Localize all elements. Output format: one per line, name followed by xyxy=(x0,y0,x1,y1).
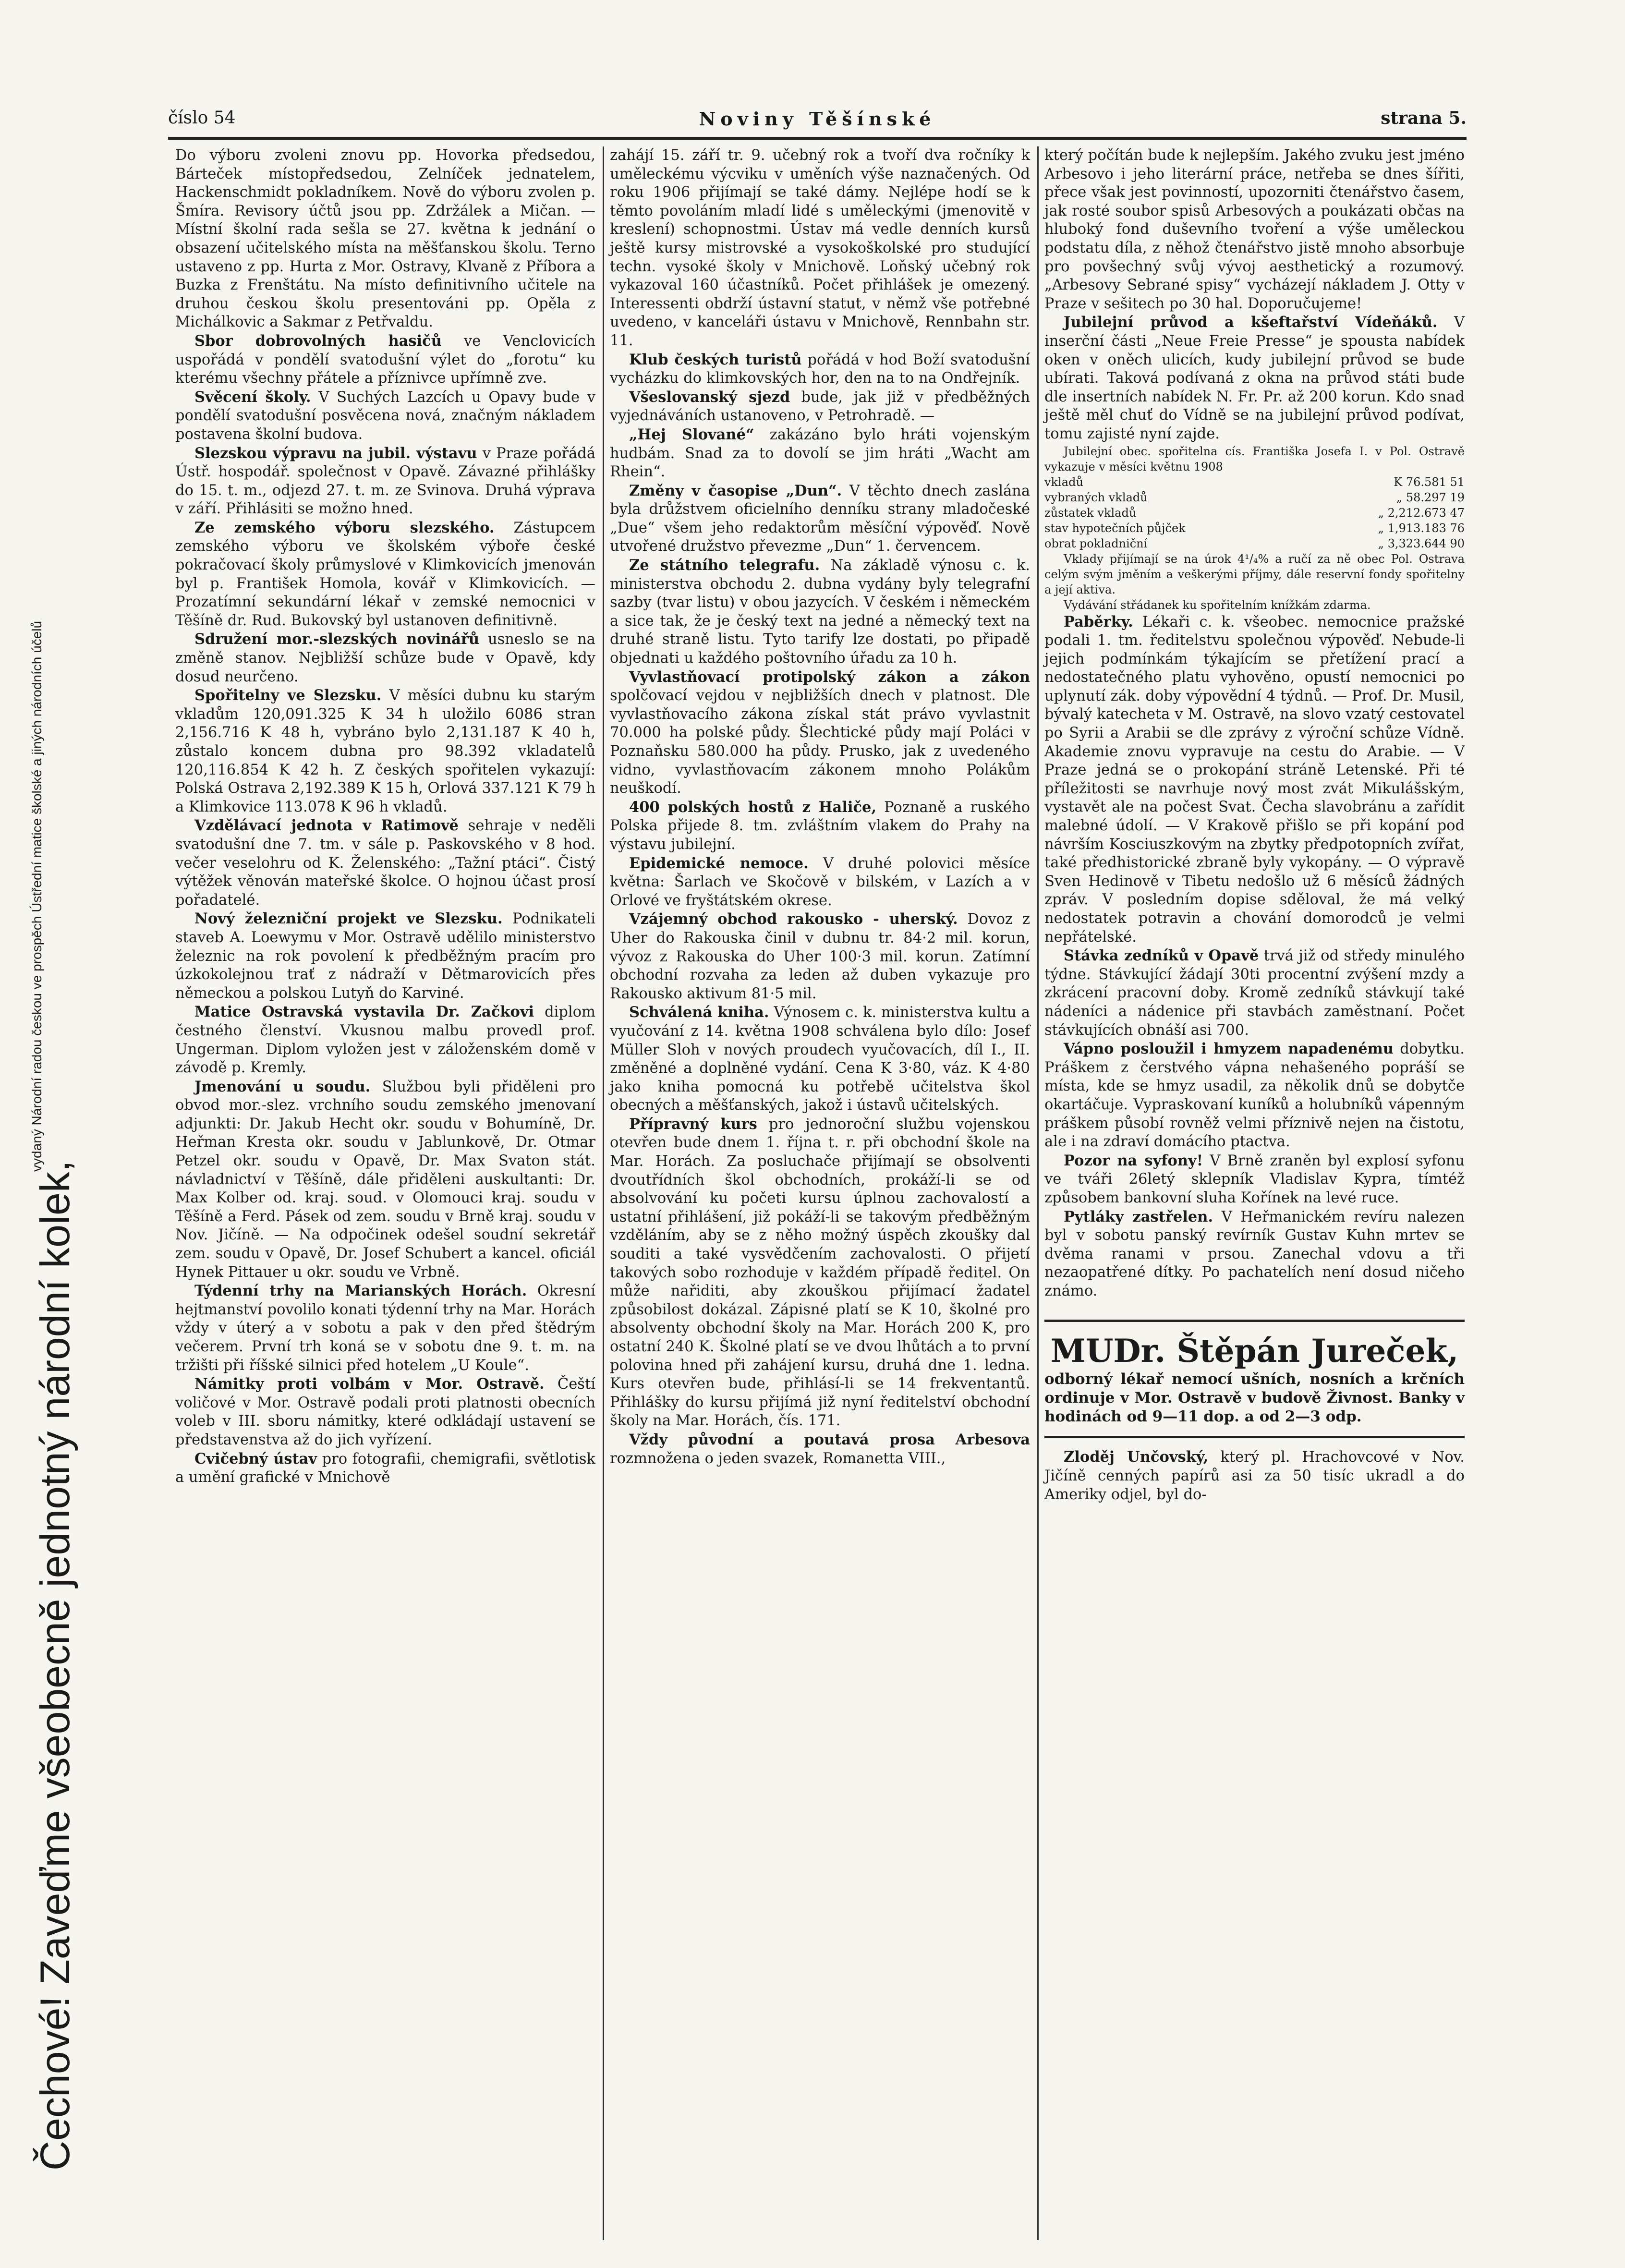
article-paragraph xyxy=(610,482,1030,556)
article-body: usneslo se na změně stanov. Nejbližší schůze bude v Opavě, kdy dosud neurčeno. xyxy=(175,631,595,685)
article-paragraph xyxy=(610,1431,1030,1468)
article-body: pořádá v hod Boží svatodušní vycházku do klimkovských hor, den na to na Ondřejník. xyxy=(610,351,1031,387)
article-body: Zástupcem zemského výboru ve školském výboře české pokračovací školy průmyslové v Klimkovicích jmenován byl p. František Homola, kovář v Klimkovicích. — Prozatímní sekundární lékař v zemské nemocnici v Těšíně dr. Rud. Bukovský byl ustanoven definitivně. xyxy=(175,519,595,629)
page-header xyxy=(168,103,1467,137)
article-headline: Pytláky zastřelen. xyxy=(1064,1208,1213,1225)
article-body: bude, jak již v předběžných vyjednáváních ustanoveno, v Petrohradě. — xyxy=(610,388,1030,424)
article-body: Lékaři c. k. všeobec. nemocnice pražské podali 1. tm. ředitelstvu společnou výpověď. Nebude-li jejich podmínkám týkajícím se přetížení prací a nedostatečného platu vyhověno, opustí nemocnici po uplynutí zák. doby výpovědní 4 týdnů. — Prof. Dr. Musil, bývalý katecheta v M. Ostravě, na slovo vzatý cestovatel po Syrii a Arabii se dle zprávy z výroční schůze Vídně. Akademie znovu vypravuje na cestu do Arabie. — V Praze jedná se o prokopání stráně Letenské. Při té příležitosti se navrhuje nový most zvát Mikulášským, vystavět ale na počest Svat. Čecha slavobránu a zařídit malebné údolí. — V Krakově přišlo se při kopání pod návrším Kosciuszkovým na zbytky předpotopních zvířat, také předhistorické zbraně byly vykopány. — O výpravě Sven Hedinově v Tibetu nedošlo už 6 měsíců žádných zpráv. V posledním dopise sděloval, že má velký nedostatek potravin a chování domorodců je velmi nepřátelské. xyxy=(1044,613,1465,946)
article-body: V měsíci dubnu ku starým vkladům 120,091.325 K 34 h uložilo 6086 stran 2,156.716 K 48 h, vybráno bylo 2,131.187 K 40 h, zůstalo koncem dubna pro 98.392 vkladatelů 120,116.854 K 42 h. Z českých spořitelen vykazují: Polská Ostrava 2,192.389 K 15 h, Orlová 337.121 K 79 h a Klimkovice 113.078 K 96 h vkladů. xyxy=(175,687,595,815)
article-paragraph xyxy=(175,816,595,910)
article-headline: Ze státního telegrafu. xyxy=(629,557,820,574)
article-paragraph xyxy=(610,668,1030,798)
article-paragraph xyxy=(175,1078,595,1282)
article-headline: Všeslovanský sjezd xyxy=(629,388,790,406)
article-headline: Vápno posloužil i hmyzem napadenému xyxy=(1064,1040,1394,1058)
savings-note: Vklady přijímají se na úrok 4¹/₄% a ručí za ně obec Pol. Ostrava celým svým jměním a veškerými příjmy, dále reservní fondy spořitelny a její aktiva. xyxy=(1044,552,1465,596)
savings-report xyxy=(1044,444,1465,613)
article-paragraph xyxy=(610,351,1030,388)
article-body: Okresní hejtmanství povolilo konati týdenní trhy na Mar. Horách vždy v úterý a v sobotu a pak v den před štědrým večerem. První trh koná se v sobotu dne 9. t. m. na tržišti při říšské silnici před hotelem „U Koule“. xyxy=(175,1283,595,1374)
article-body: který počítán bude k nejlepším. Jakého zvuku jest jméno Arbesovo i jeho literární práce, netřeba se dnes šířiti, přece však jest povinností, upozorniti čtenářstvo časem, jak rosté soubor spisů Arbesových a poukázati občas na hluboký fond duševního tvoření a výše uměleckou podstatu díla, z něhož čtenářstvo jistě mnoho absorbuje pro povšechný svůj vývoj aesthetický a rozumový. „Arbesovy Sebrané spisy“ vycházejí nákladem J. Otty v Praze v sešitech po 30 hal. Doporučujeme! xyxy=(1044,147,1465,312)
article-headline: Paběrky. xyxy=(1064,613,1133,631)
savings-value: „ 3,323.644 90 xyxy=(1378,536,1465,550)
article-body: Na základě výnosu c. k. ministerstva obchodu 2. dubna vydány byly telegrafní sazby (tvar listu) v obou jazycích. V českém i německém a sice tak, že je český text na jedné a německý text na druhé straně listu. Tyto tarify lze dostati, po připadě objednati u každého poštovního úřadu za 10 h. xyxy=(610,557,1030,667)
article-body: V Brně zraněn byl explosí syfonu ve tváři 26letý sklepník Vladislav Kypra, tímtéž způsobem bankovní sluha Kořínek na levé ruce. xyxy=(1044,1152,1465,1206)
article-headline: Ze zemského výboru slezského. xyxy=(194,519,495,536)
column-3-articles-top xyxy=(1044,146,1465,444)
article-paragraph xyxy=(610,146,1030,351)
article-paragraph xyxy=(1044,1208,1465,1301)
article-body: trvá již od středy minulého týdne. Stávkující žádají 30ti procentní zvýšení mzdy a zkrácení pracovní doby. Kromě zedníků stávkují také nádeníci a nádenice při stavbách zaměstnaní. Počet stávkujících obnáší asi 700. xyxy=(1044,947,1465,1039)
article-body: diplom čestného členství. Vkusnou malbu provedl prof. Ungerman. Diplom vyložen jest v záloženském domě v závodě p. Kremly. xyxy=(175,1004,595,1077)
savings-label: stav hypotečních půjček xyxy=(1044,521,1186,535)
header-rule xyxy=(168,137,1467,140)
side-banner-small: vydaný Národní radou českou ve prospěch Ústřední matice školské a jiných národních účelů xyxy=(29,620,44,1172)
article-headline: Pozor na syfony! xyxy=(1064,1152,1203,1169)
side-banner-main: Čechové! Zaveďme všeobecně jednotný národní kolek, xyxy=(32,1160,78,2171)
article-headline: Sdružení mor.-slezských novinářů xyxy=(194,631,480,648)
savings-value: „ 58.297 19 xyxy=(1396,490,1465,504)
article-headline: Nový železniční projekt ve Slezsku. xyxy=(194,910,503,928)
article-body: zahájí 15. září tr. 9. učebný rok a tvoří dva ročníky k uměleckému výcviku v uměních výše naznačených. Od roku 1906 přijímají se také dámy. Nejlépe hodí se k těmto povoláním mladí lidé s uměleckými (jmenovitě v kreslení) schopnostmi. Ústav má vedle denních kursů ještě kursy mistrovské a vysokoškolské pro studující techn. vysoké školy v Mnichově. Loňský učebný rok vykazoval 160 účastníků. Počet přihlášek je omezený. Interessenti obdrží ústavní statut, v němž vše potřebné uvedeno, v kanceláři ústavu v Mnichově, Rennbahn str. 11. xyxy=(610,147,1030,349)
article-headline: Matice Ostravská vystavila Dr. Začkovi xyxy=(194,1003,534,1021)
article-paragraph xyxy=(175,146,595,332)
savings-value: „ 1,913.183 76 xyxy=(1378,521,1465,535)
article-paragraph xyxy=(175,630,595,686)
article-headline: Sbor dobrovolných hasičů xyxy=(194,332,442,350)
article-paragraph xyxy=(610,1003,1030,1115)
article-body: Výnosem c. k. ministerstva kultu a vyučování z 14. května 1908 schválena bylo dílo: Josef Müller Sloh v nových proudech vyučovacích, díl I., II. změněné a doplněné vydání. Cena K 3·80, váz. K 4·80 jako kniha pomocná ku potřebě učitelstva škol obecných a měšťanských, jakož i ústavů učitelských. xyxy=(610,1004,1030,1114)
savings-value: „ 2,212.673 47 xyxy=(1378,506,1465,520)
article-body: V Suchých Lazcích u Opavy bude v pondělí svatodušní posvěcena nová, značným nákladem postavena školní budova. xyxy=(175,388,595,443)
article-paragraph xyxy=(175,519,595,631)
column-divider xyxy=(603,146,604,2240)
article-headline: „Hej Slované“ xyxy=(629,425,754,443)
column-2 xyxy=(610,146,1030,1468)
article-body: ve Venclovicích uspořádá v pondělí svatodušní výlet do „forotu“ ku kterému všechny přátele a příznivce upřímně zve. xyxy=(175,332,595,387)
article-paragraph xyxy=(1044,1152,1465,1208)
article-headline: Epidemické nemoce. xyxy=(629,854,809,872)
article-headline: Námitky proti volbám v Mor. Ostravě. xyxy=(194,1375,545,1393)
savings-value: K 76.581 51 xyxy=(1394,475,1465,489)
column-1 xyxy=(175,146,595,1487)
savings-label: obrat pokladniční xyxy=(1044,536,1148,550)
article-headline: Přípravný kurs xyxy=(629,1115,757,1133)
article-body: pro jednoroční službu vojenskou otevřen bude dnem 1. října t. r. při obchodní škole na Mar. Horách. Za posluchače přijímají se obsolventi dvoutřídních škol obchodních, prokáží-li se od absolvování ku početi kursu úplnou zachovalostí a ustatní přihlášení, již pokáží-li se takovým předběžným vzděláním, aby se z něho možný úspěch zkoušky dal souditi a také vysvědčením zachovalosti. O přijetí takových sobo rozhoduje v každém případě ředitel. On může nařiditi, aby zkouškou přijímací žadatel způsobilost dokázal. Zápisné platí se K 10, školné pro absolventy obchodní školy na Mar. Horách 200 K, pro ostatní 240 K. Školné platí se ve dvou lhůtách a to první polovina hned při zahájení kursu, druhá dne 1. ledna. Kurs otevřen bude, přihlásí-li se 14 frekventantů. Přihlášky do kursu přijímá již nyní ředitelství obchodní školy na Mar. Horách, čís. 171. xyxy=(610,1116,1030,1430)
ad-doctor-name: MUDr. Štěpán Jureček, xyxy=(1050,1332,1459,1370)
article-headline: Spořitelny ve Slezsku. xyxy=(194,687,382,704)
article-paragraph xyxy=(610,425,1030,482)
ad-text: odborný lékař nemocí ušních, nosních a krčních ordinuje v Mor. Ostravě v budově Živnost. Banky v hodinách od 9—11 dop. a od 2—3 odp. xyxy=(1044,1371,1465,1426)
article-paragraph xyxy=(175,444,595,519)
article-headline: Změny v časopise „Dun“. xyxy=(629,482,842,499)
article-headline: Zloděj Unčovský, xyxy=(1064,1448,1209,1466)
article-paragraph xyxy=(610,1115,1030,1431)
savings-row xyxy=(1044,474,1465,490)
savings-row xyxy=(1044,505,1465,521)
article-paragraph xyxy=(1044,313,1465,443)
article-headline: 400 polských hostů z Haliče, xyxy=(629,798,877,816)
article-paragraph xyxy=(175,1003,595,1077)
article-headline: Vzájemný obchod rakousko - uherský. xyxy=(629,910,958,928)
article-headline: Jmenování u soudu. xyxy=(194,1078,371,1095)
article-body: V těchto dnech zaslána byla drůžstvem oficielního denníku strany mladočeské „Due“ všem jeho redaktorům měsíční výpověď. Nově utvořené družstvo převezme „Dun“ 1. červencem. xyxy=(610,482,1031,555)
article-body: rozmnožena o jeden svazek, Romanetta VIII., xyxy=(610,1450,946,1467)
article-body: v Praze pořádá Ústř. hospodář. společnost v Opavě. Závazné přihlášky do 15. t. m., odjezd 27. t. m. ze Svinova. Druhá výprava v září. Přihlásiti se možno hned. xyxy=(175,445,595,518)
article-headline: Vzdělávací jednota v Ratimově xyxy=(194,817,459,835)
issue-number: číslo 54 xyxy=(168,108,236,128)
article-body: zakázáno bylo hráti vojenským hudbám. Snad za to dovolí se jim hráti „Wacht am Rhein“. xyxy=(610,426,1030,481)
article-paragraph xyxy=(1044,1040,1465,1152)
savings-label: vkladů xyxy=(1044,475,1083,489)
savings-row xyxy=(1044,536,1465,551)
column-3-articles-bottom xyxy=(1044,1448,1465,1504)
column-3-articles-middle xyxy=(1044,613,1465,1301)
article-headline: Schválená kniha. xyxy=(629,1004,769,1021)
article-body: Do výboru zvoleni znovu pp. Hovorka předsedou, Bárteček místopředsedou, Zelníček jednatelem, Hackenschmidt pokladníkem. Nově do výboru zvolen p. Šmíra. Revisory účtů jsou pp. Zdržálek a Mičan. — Místní školní rada sešla se 27. května k jednání o obsazení učitelského místa na měšťanskou školu. Terno ustaveno z pp. Hurta z Mor. Ostravy, Klvaně z Příbora a Buzka z Frenštátu. Na místo definitivního učitele na druhou českou školu presentováni pp. Opěla z Michálkovic a Sakmar z Petřvaldu. xyxy=(175,147,595,331)
article-headline: Týdenní trhy na Marianských Horách. xyxy=(194,1282,527,1300)
article-headline: Stávka zedníků v Opavě xyxy=(1064,947,1259,965)
article-paragraph xyxy=(175,1282,595,1375)
savings-label: vybraných vkladů xyxy=(1044,490,1148,504)
article-headline: Jubilejní průvod a kšeftařství Vídeňáků. xyxy=(1064,314,1438,331)
article-headline: Slezskou výpravu na jubil. výstavu xyxy=(194,444,477,462)
column-divider xyxy=(1037,146,1039,2240)
column-3 xyxy=(1044,146,1465,1504)
savings-label: zůstatek vkladů xyxy=(1044,506,1137,520)
article-paragraph xyxy=(1044,613,1465,947)
article-headline: Vyvlastňovací protipolský zákon a zákon xyxy=(629,668,1030,686)
article-headline: Svěcení školy. xyxy=(194,388,311,406)
article-paragraph xyxy=(175,1375,595,1449)
article-body: spolčovací vejdou v nejbližších dnech v platnost. Dle vyvlastňovacího zákona získal stát právo vyvlastnit 70.000 ha polské půdy. Šlechtické půdy mají Poláci v Poznaňsku 580.000 ha půdy. Prusko, jak z uvedeného vidno, vyvlastňovacím zákonem mnoho Polákům neuškodí. xyxy=(610,687,1030,797)
page-number: strana 5. xyxy=(1381,108,1467,128)
savings-intro: Jubilejní obec. spořitelna cís. Františka Josefa I. v Pol. Ostravě vykazuje v měsíci květnu 1908 xyxy=(1044,444,1465,473)
article-paragraph xyxy=(1044,1448,1465,1504)
article-headline: Klub českých turistů xyxy=(629,351,802,368)
article-body: Poznaně a ruského Polska přijede 8. tm. zvláštním vlakem do Prahy na výstavu jubilejní. xyxy=(610,799,1030,853)
article-paragraph xyxy=(1044,146,1465,313)
article-paragraph xyxy=(610,854,1030,910)
savings-row xyxy=(1044,521,1465,536)
article-body: sehraje v neděli svatodušní dne 7. tm. v sále p. Paskovského v 8 hod. večer veselohru od K. Želenského: „Tažní ptáci“. Čistý výtěžek věnován mateřské školce. O hojnou účast prosí pořadatelé. xyxy=(175,817,596,909)
article-paragraph xyxy=(610,798,1030,854)
newspaper-title: Noviny Těšínské xyxy=(699,108,936,130)
savings-note-2: Vydávání střádanek ku spořitelním knížkám zdarma. xyxy=(1064,598,1371,612)
savings-row xyxy=(1044,490,1465,505)
article-paragraph xyxy=(175,686,595,816)
article-paragraph xyxy=(175,910,595,1003)
article-body: V druhé polovici měsíce května: Šarlach ve Skočově v bilském, v Lazích a v Orlové ve fryštátském okrese. xyxy=(610,855,1030,909)
article-body: pro fotografii, chemigrafii, světlotisk a umění grafické v Mnichově xyxy=(175,1450,595,1486)
article-paragraph xyxy=(1044,946,1465,1040)
article-paragraph xyxy=(610,388,1030,425)
article-body: dobytku. Práškem z čerstvého vápna nehašeného popráší se místa, kde se hmyz usadil, za několik dnů se dobytče okartáčuje. Vypraskovaní kuníků a holubníků vápenným práškem působí rovněž velmi příznivě nejen na čistotu, ale i na zdraví domácího ptactva. xyxy=(1044,1041,1465,1151)
article-body: který pl. Hrachovcové v Nov. Jičíně cenných papírů asi za 50 tisíc ukradl a do Ameriky odjel, byl do- xyxy=(1044,1449,1465,1503)
savings-table xyxy=(1044,474,1465,551)
article-headline: Vždy původní a poutavá prosa Arbesova xyxy=(629,1431,1030,1448)
article-paragraph xyxy=(175,1450,595,1487)
article-headline: Cvičebný ústav xyxy=(194,1450,317,1468)
article-body: V Heřmanickém revíru nalezen byl v sobotu panský revírník Gustav Kuhn mrtev se dvěma ranami v prsou. Zanechal vdovu a tři nezaopatřené dítky. Po pachatelích není dosud ničeho známo. xyxy=(1044,1208,1465,1299)
article-body: Službou byli přiděleni pro obvod mor.-slez. vrchního soudu zemského jmenovaní adjunkti: Dr. Jakub Hecht okr. soudu v Bohumíně, Dr. Heřman Kresta okr. soudu v Jablunkově, Dr. Otmar Petzel okr. soudu v Opavě, Dr. Max Svaton stát. návladnictví v Těšíně, dále přiděleni auskultanti: Dr. Max Kolber od. kraj. soud. v Olomouci kraj. soudu v Těšíně a Ferd. Pásek od zem. soudu v Brně kraj. soudu v Nov. Jičíně. — Na odpočinek odešel soudní sekretář zem. soudu v Opavě, Dr. Josef Schubert a kancel. oficiál Hynek Pittauer u okr. soudu ve Vrbně. xyxy=(175,1078,596,1281)
article-body: Podnikateli staveb A. Loewymu v Mor. Ostravě udělilo ministerstvo železnic na rok povolení k předběžným pracím pro úzkokolejnou trať z nádraží v Dětmarovicích přes německou a polskou Lutyň do Karviné. xyxy=(175,910,595,1002)
article-paragraph xyxy=(610,556,1030,668)
doctor-advertisement xyxy=(1044,1320,1465,1438)
article-body: V inserční části „Neue Freie Presse“ je spousta nabídek oken v oněch ulicích, kudy jubilejní průvod se bude ubírati. Taková podívaná z okna na průvod státi bude dle insertních nabídek N. Fr. Pr. až 200 korun. Kdo snad ještě měl chuť do Vídně se na jubilejní průvod podívat, tomu zajisté nyní zajde. xyxy=(1044,314,1465,442)
side-banner xyxy=(29,418,82,2171)
article-paragraph xyxy=(610,910,1030,1003)
article-body: Čeští voličové v Mor. Ostravě podali proti platnosti obecních voleb v III. sboru námitky, které odkládají ustavení se představenstva až do jich vyřízení. xyxy=(175,1376,595,1448)
article-paragraph xyxy=(175,332,595,388)
article-body: Dovoz z Uher do Rakouska činil v dubnu tr. 84·2 mil. korun, vývoz z Rakouska do Uher 100·3 mil. korun. Zatímní obchodní rozvaha za leden až duben vykazuje pro Rakousko aktivum 81·5 mil. xyxy=(610,911,1030,1002)
article-paragraph xyxy=(175,388,595,444)
